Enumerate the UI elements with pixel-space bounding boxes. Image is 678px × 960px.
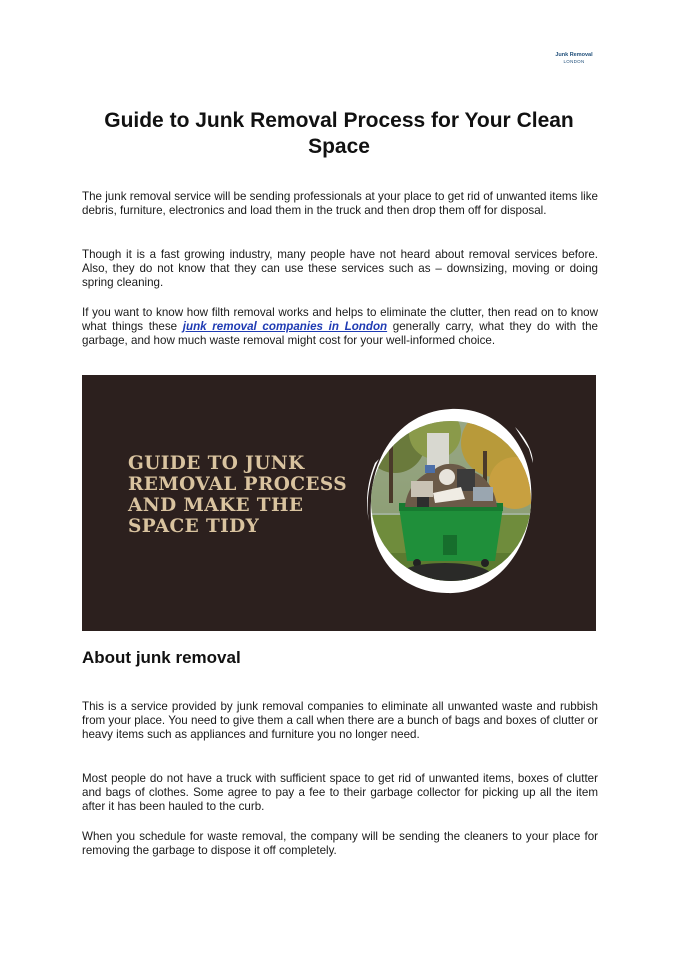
company-logo: [548, 53, 600, 64]
page-title: Guide to Junk Removal Process for Your Clean Space: [104, 109, 574, 158]
intro-paragraph-2: Though it is a fast growing industry, many people have not heard about removal services before. Also, they do not know that they can use these services such as – downsizing, moving or doing spring cleaning.: [82, 248, 598, 289]
intro-paragraph-1: The junk removal service will be sending professionals at your place to get rid of unwanted items like debris, furniture, electronics and load them in the truck and then drop them off for disposal.: [82, 190, 598, 217]
paragraph-text-before-link: If you want to know how filth removal works and helps to eliminate the clutter, then read on to know what things these: [82, 306, 598, 333]
hero-banner: [82, 375, 596, 631]
logo-line-1: Junk Removal: [555, 52, 593, 58]
section-paragraph-3: When you schedule for waste removal, the company will be sending the cleaners to your place for removing the garbage to dispose it off completely.: [82, 830, 598, 857]
logo-line-2: LONDON: [563, 58, 585, 64]
paragraph-text-after-link: generally carry, what they do with the garbage, and how much waste removal might cost for your well-informed choice.: [82, 320, 598, 347]
dumpster-photo: [365, 403, 533, 599]
banner-line: REMOVAL PROCESS: [128, 474, 348, 495]
banner-heading: [128, 453, 358, 537]
section-heading: About junk removal: [82, 648, 241, 667]
section-paragraph-1: This is a service provided by junk removal companies to eliminate all unwanted waste and rubbish from your place. You need to give them a call when there are a bunch of bags and boxes of clutter or heavy items such as appliances and furniture you no longer need.: [82, 700, 598, 741]
banner-line: GUIDE TO JUNK: [128, 453, 305, 474]
section-paragraph-2: Most people do not have a truck with sufficient space to get rid of unwanted items, boxes of clutter and bags of clothes. Some agree to pay a fee to their garbage collector for picking up all the item after it has been hauled to the curb.: [82, 772, 598, 813]
banner-line: AND MAKE THE: [128, 495, 304, 516]
intro-paragraph-3: [82, 306, 598, 348]
banner-line: SPACE TIDY: [128, 516, 260, 537]
junk-removal-companies-link[interactable]: junk removal companies in London: [182, 320, 388, 333]
